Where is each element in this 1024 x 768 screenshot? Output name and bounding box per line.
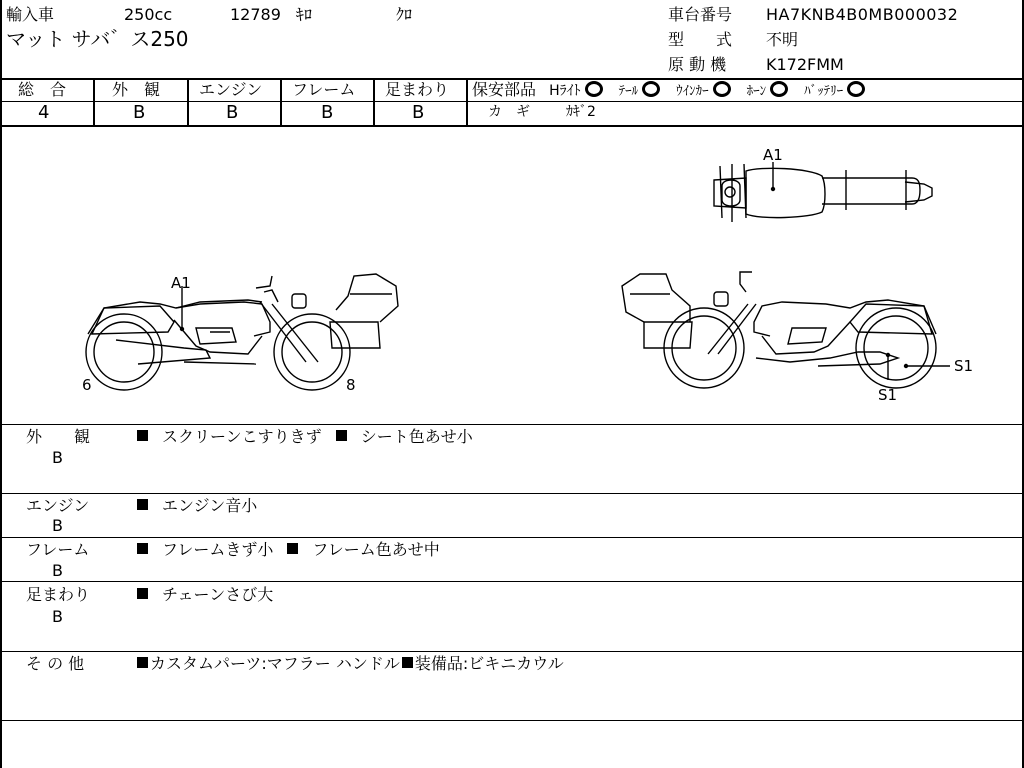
- remark-notes-frame: フレームきず小 フレーム色あせ中: [137, 542, 440, 558]
- remark-grade-engine: B: [52, 516, 63, 535]
- mileage: 12789: [230, 5, 281, 24]
- remark-notes-suspension: チェーンさび大: [137, 587, 273, 603]
- grade-divider-1: [93, 78, 95, 126]
- remark-grade-suspension: B: [52, 607, 63, 626]
- grade-divider-4: [373, 78, 375, 126]
- battery-ok-icon: [847, 81, 865, 97]
- displacement: 250cc: [124, 5, 173, 24]
- mark-left-6: 6: [82, 376, 92, 394]
- overall-label: 総 合: [18, 80, 67, 99]
- suspension-grade-label: 足まわり: [385, 80, 450, 99]
- remark-grade-frame: B: [52, 561, 63, 580]
- frame-no: HA7KNB4B0MB000032: [766, 5, 959, 24]
- color: ｸﾛ: [396, 5, 413, 24]
- bullet-icon: [336, 430, 347, 441]
- bullet-icon: [137, 657, 148, 668]
- damage-diagram: [0, 126, 1024, 426]
- other-notes: カスタムパーツ:マフラー ハンドル 装備品:ビキニカウル: [137, 656, 564, 672]
- grade-divider-3: [280, 78, 282, 126]
- bike-left-view: [86, 274, 398, 390]
- other-label: そ の 他: [26, 654, 85, 673]
- bike-right-view: [622, 272, 950, 388]
- safety-parts: [472, 82, 881, 99]
- remark-category-frame: フレーム: [26, 540, 90, 559]
- remarks-div-1: [0, 493, 1024, 494]
- remark-category-exterior: 外 観: [26, 427, 91, 446]
- bullet-icon: [137, 499, 148, 510]
- safety-tail-label: ﾃｰﾙ: [618, 84, 639, 99]
- safety-label: 保安部品: [472, 80, 537, 99]
- mark-left-8: 8: [346, 376, 356, 394]
- engine-grade: B: [226, 102, 239, 123]
- key-label: カ ギ: [488, 104, 530, 120]
- exterior-label: 外 観: [112, 80, 161, 99]
- suspension-grade: B: [412, 102, 425, 123]
- mark-left-a1: A1: [171, 274, 191, 292]
- mark-top-a1: A1: [763, 146, 783, 164]
- engine-model: K172FMM: [766, 55, 844, 74]
- engine-grade-label: エンジン: [199, 80, 263, 99]
- exterior-grade: B: [133, 102, 146, 123]
- model-name: マット サバ゛ス250: [6, 27, 189, 51]
- remarks-div-5: [0, 720, 1024, 721]
- engine-model-label: 原 動 機: [668, 55, 727, 74]
- key-value: ｶｷﾞ2: [566, 104, 596, 120]
- horn-ok-icon: [770, 81, 788, 97]
- import-type: 輸入車: [6, 5, 55, 24]
- mileage-unit: ｷﾛ: [296, 5, 313, 24]
- mark-right-s1-side: S1: [954, 357, 974, 375]
- safety-winker-label: ｳｲﾝｶｰ: [676, 84, 709, 99]
- safety-mid: [466, 101, 1024, 102]
- remark-category-engine: エンジン: [26, 496, 90, 515]
- safety-battery-label: ﾊﾞｯﾃﾘｰ: [804, 84, 844, 99]
- frame-grade: B: [321, 102, 334, 123]
- remark-grade-exterior: B: [52, 448, 63, 467]
- bike-top-view: [714, 162, 932, 222]
- grade-divider-2: [187, 78, 189, 126]
- winker-ok-icon: [713, 81, 731, 97]
- remarks-div-2: [0, 537, 1024, 538]
- remark-notes-engine: エンジン音小: [137, 498, 257, 514]
- safety-headlight-label: Hﾗｲﾄ: [549, 83, 581, 99]
- remarks-div-3: [0, 581, 1024, 582]
- remark-category-suspension: 足まわり: [26, 585, 91, 604]
- bullet-icon: [137, 588, 148, 599]
- bullet-icon: [137, 430, 148, 441]
- frame-grade-label: フレーム: [292, 80, 356, 99]
- remark-notes-exterior: スクリーンこすりきず シート色あせ小: [137, 429, 473, 445]
- remarks-top: [0, 424, 1024, 425]
- bullet-icon: [137, 543, 148, 554]
- tail-ok-icon: [642, 81, 660, 97]
- safety-horn-label: ﾎｰﾝ: [746, 84, 767, 99]
- mark-right-s1-bottom: S1: [878, 386, 898, 404]
- headlight-ok-icon: [585, 81, 603, 97]
- frame-no-label: 車台番号: [668, 5, 733, 24]
- bullet-icon: [402, 657, 413, 668]
- remarks-div-4: [0, 651, 1024, 652]
- grade-divider-5: [466, 78, 468, 126]
- model-code-label: 型 式: [668, 30, 733, 49]
- model-code: 不明: [766, 30, 799, 49]
- bullet-icon: [287, 543, 298, 554]
- overall-grade: 4: [38, 102, 50, 123]
